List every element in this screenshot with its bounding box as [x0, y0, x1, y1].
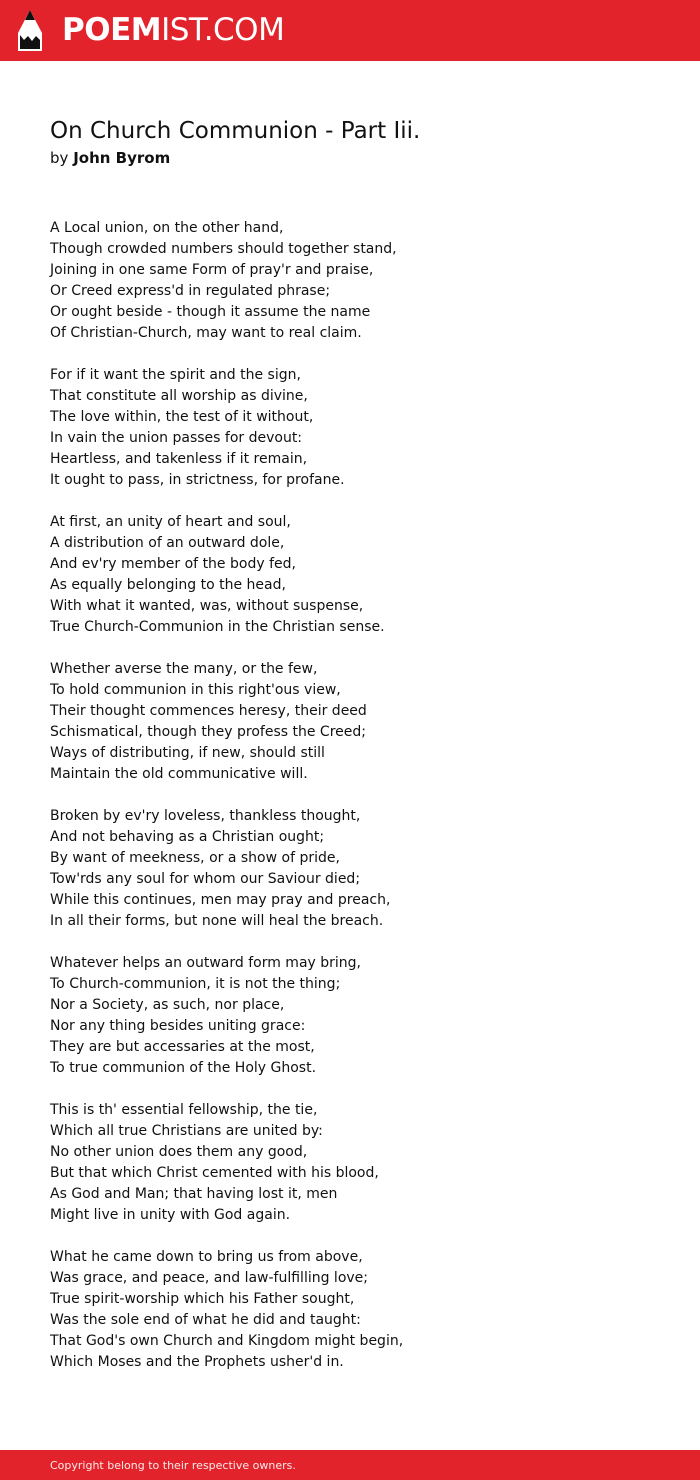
poem-line: Their thought commences heresy, their deed: [50, 703, 367, 719]
poem-line: Which Moses and the Prophets usher'd in.: [50, 1354, 344, 1370]
poem-line: In all their forms, but none will heal the breach.: [50, 913, 384, 929]
poem-line: For if it want the spirit and the sign,: [50, 367, 301, 383]
logo-text-light: IST.COM: [161, 12, 285, 48]
poem-stanza: [50, 365, 670, 491]
poem-line: Maintain the old communicative will.: [50, 766, 308, 782]
poem-line: That constitute all worship as divine,: [50, 388, 308, 404]
poem-line: Whether averse the many, or the few,: [50, 661, 318, 677]
poem-line: To Church-communion, it is not the thing;: [50, 976, 341, 992]
author-name[interactable]: John Byrom: [73, 149, 171, 167]
poem-title: On Church Communion - Part Iii.: [50, 118, 421, 144]
poem-line: Heartless, and takenless if it remain,: [50, 451, 308, 467]
poem-line: And not behaving as a Christian ought;: [50, 829, 325, 845]
poem-line: Or ought beside - though it assume the name: [50, 304, 371, 320]
poem-line: While this continues, men may pray and preach,: [50, 892, 391, 908]
logo-text-bold: POEM: [62, 12, 162, 48]
poem-line: No other union does them any good,: [50, 1144, 308, 1160]
poem-line: The love within, the test of it without,: [50, 409, 314, 425]
poem-stanza: [50, 659, 670, 785]
poem-line: As equally belonging to the head,: [50, 577, 286, 593]
poem-line: Though crowded numbers should together stand,: [50, 241, 397, 257]
poem-stanza: [50, 953, 670, 1079]
poem-line: In vain the union passes for devout:: [50, 430, 303, 446]
poem-stanza: [50, 1247, 670, 1373]
poem-line: It ought to pass, in strictness, for profane.: [50, 472, 345, 488]
site-header: [0, 0, 700, 61]
poem-body: [50, 218, 670, 1394]
poem-line: As God and Man; that having lost it, men: [50, 1186, 338, 1202]
poem-line: Nor a Society, as such, nor place,: [50, 997, 285, 1013]
poem-line: They are but accessaries at the most,: [50, 1039, 315, 1055]
poem-line: With what it wanted, was, without suspense,: [50, 598, 364, 614]
poem-line: Schismatical, though they profess the Creed;: [50, 724, 366, 740]
poem-line: That God's own Church and Kingdom might begin,: [50, 1333, 404, 1349]
poem-line: Might live in unity with God again.: [50, 1207, 291, 1223]
poem-line: And ev'ry member of the body fed,: [50, 556, 296, 572]
poem-line: True spirit-worship which his Father sought,: [50, 1291, 355, 1307]
poem-stanza: [50, 806, 670, 932]
poem-line: Whatever helps an outward form may bring,: [50, 955, 362, 971]
poem-line: This is th' essential fellowship, the tie,: [50, 1102, 318, 1118]
poem-line: By want of meekness, or a show of pride,: [50, 850, 340, 866]
poem-stanza: [50, 512, 670, 638]
poem-stanza: [50, 218, 670, 344]
poem-line: Joining in one same Form of pray'r and praise,: [50, 262, 374, 278]
poem-line: A Local union, on the other hand,: [50, 220, 284, 236]
poem-stanza: [50, 1100, 670, 1226]
poem-line: What he came down to bring us from above,: [50, 1249, 363, 1265]
copyright-notice: Copyright belong to their respective owners.: [50, 1459, 296, 1472]
poem-line: At first, an unity of heart and soul,: [50, 514, 291, 530]
site-logo[interactable]: [62, 12, 284, 48]
poem-line: Or Creed express'd in regulated phrase;: [50, 283, 331, 299]
poem-line: Was grace, and peace, and law-fulfilling love;: [50, 1270, 369, 1286]
poem-line: Was the sole end of what he did and taught:: [50, 1312, 361, 1328]
poem-byline: [50, 148, 170, 169]
poem-line: To hold communion in this right'ous view,: [50, 682, 341, 698]
poem-line: But that which Christ cemented with his blood,: [50, 1165, 379, 1181]
poem-line: Which all true Christians are united by:: [50, 1123, 323, 1139]
poem-line: Of Christian-Church, may want to real claim.: [50, 325, 362, 341]
poem-line: Nor any thing besides uniting grace:: [50, 1018, 306, 1034]
poem-line: True Church-Communion in the Christian sense.: [50, 619, 385, 635]
poem-line: Tow'rds any soul for whom our Saviour died;: [50, 871, 361, 887]
poem-line: To true communion of the Holy Ghost.: [50, 1060, 317, 1076]
poem-line: Ways of distributing, if new, should still: [50, 745, 325, 761]
by-label: by: [50, 149, 69, 167]
pencil-icon[interactable]: [17, 9, 43, 52]
poem-line: A distribution of an outward dole,: [50, 535, 285, 551]
poem-line: Broken by ev'ry loveless, thankless thought,: [50, 808, 361, 824]
site-footer: [0, 1450, 700, 1480]
